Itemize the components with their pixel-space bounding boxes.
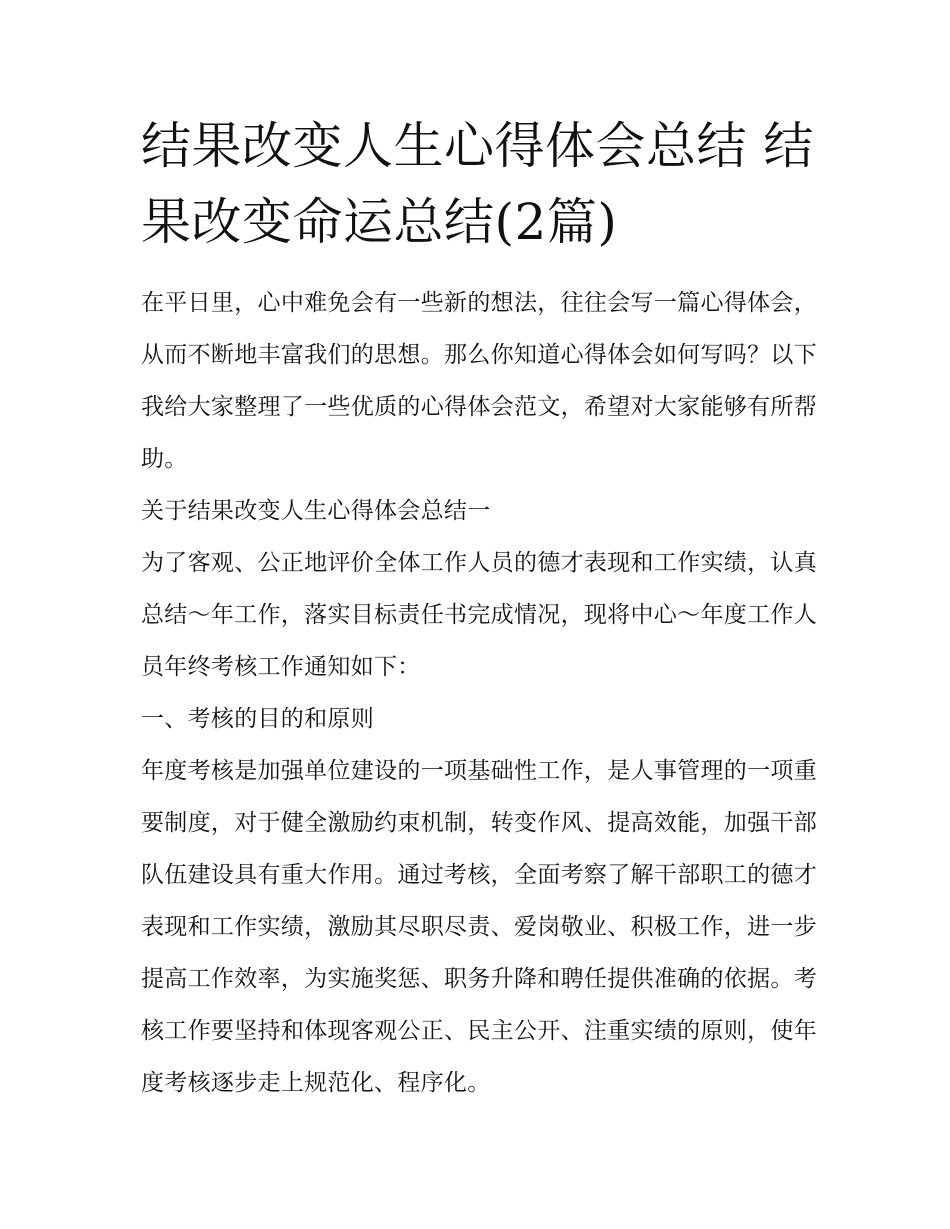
intro-paragraph: 在平日里，心中难免会有一些新的想法，往往会写一篇心得体会，从而不断地丰富我们的思想。那么你知道心得体会如何写吗？以下我给大家整理了一些优质的心得体会范文，希望对大家能够有所帮助。 xyxy=(141,290,817,472)
body-paragraph: 为了客观、公正地评价全体工作人员的德才表现和工作实绩，认真总结～年工作，落实目标责任书完成情况，现将中心～年度工作人员年终考核工作通知如下： xyxy=(141,550,817,680)
document-title: 结果改变人生心得体会总结 结果改变命运总结(2篇) xyxy=(141,117,814,251)
document-body xyxy=(141,277,817,1109)
section-heading: 一、考核的目的和原则 xyxy=(141,706,374,732)
body-paragraph: 年度考核是加强单位建设的一项基础性工作，是人事管理的一项重要制度，对于健全激励约束机制，转变作风、提高效能，加强干部队伍建设具有重大作用。通过考核，全面考察了解干部职工的德才表现和工作实绩，激励其尽职尽责、爱岗敬业、积极工作，进一步提高工作效率，为实施奖惩、职务升降和聘任提供准确的依据。考核工作要坚持和体现客观公正、民主公开、注重实绩的原则，使年度考核逐步走上规范化、程序化。 xyxy=(141,758,817,1096)
document-page xyxy=(141,108,817,1109)
section-heading: 关于结果改变人生心得体会总结一 xyxy=(141,498,491,524)
